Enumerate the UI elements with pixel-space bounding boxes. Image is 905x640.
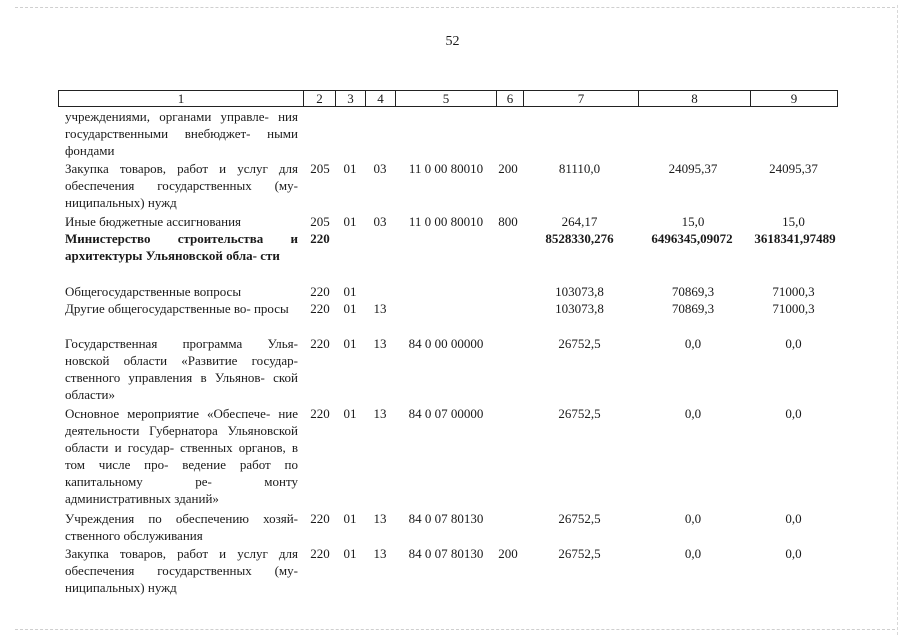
cell-col9: 3618341,97489 bbox=[754, 231, 836, 246]
cell-col3: 01 bbox=[343, 284, 357, 299]
scan-edge-right bbox=[897, 5, 898, 635]
header-col-8: 8 bbox=[638, 91, 750, 106]
cell-col6: 200 bbox=[498, 161, 518, 176]
cell-col2: 220 bbox=[310, 231, 330, 246]
cell-col4: 03 bbox=[373, 161, 387, 176]
scan-edge-bottom bbox=[15, 629, 895, 630]
cell-col4: 13 bbox=[373, 301, 387, 316]
header-col-3: 3 bbox=[335, 91, 365, 106]
cell-col8: 0,0 bbox=[684, 546, 702, 561]
cell-col6: 200 bbox=[498, 546, 518, 561]
cell-col9: 0,0 bbox=[785, 406, 802, 421]
cell-col8: 0,0 bbox=[684, 406, 702, 421]
cell-col4: 13 bbox=[373, 406, 387, 421]
cell-col3: 01 bbox=[343, 301, 357, 316]
table-header bbox=[58, 90, 838, 107]
cell-col5: 84 0 07 00000 bbox=[408, 406, 484, 421]
row-name: Государственная программа Улья- новской области «Развитие государ- ственного управления в Ульянов- ской области» bbox=[65, 336, 298, 402]
cell-col3: 01 bbox=[343, 511, 357, 526]
header-col-9: 9 bbox=[750, 91, 837, 106]
cell-col8: 70869,3 bbox=[671, 284, 715, 299]
cell-col8: 0,0 bbox=[684, 336, 702, 351]
row-name: Другие общегосударственные во- просы bbox=[65, 301, 289, 316]
cell-col7: 264,17 bbox=[561, 214, 598, 229]
cell-col5: 11 0 00 80010 bbox=[408, 214, 484, 229]
cell-col9: 15,0 bbox=[782, 214, 805, 229]
row-name: Иные бюджетные ассигнования bbox=[65, 214, 242, 229]
cell-col3: 01 bbox=[343, 336, 357, 351]
cell-col3: 01 bbox=[343, 406, 357, 421]
row-name: учреждениями, органами управле- ния государственными внебюджет- ными фондами bbox=[65, 109, 298, 158]
cell-col4: 13 bbox=[373, 336, 387, 351]
cell-col9: 71000,3 bbox=[772, 301, 815, 316]
cell-col5: 84 0 07 80130 bbox=[408, 511, 484, 526]
cell-col8: 15,0 bbox=[681, 214, 705, 229]
header-col-6: 6 bbox=[496, 91, 523, 106]
cell-col2: 220 bbox=[310, 301, 330, 316]
cell-col8: 24095,37 bbox=[668, 161, 718, 176]
cell-col6: 800 bbox=[498, 214, 518, 229]
cell-col2: 205 bbox=[310, 161, 330, 176]
cell-col8: 6496345,09072 bbox=[651, 231, 733, 246]
cell-col7: 103073,8 bbox=[555, 284, 604, 299]
header-col-2: 2 bbox=[303, 91, 335, 106]
cell-col2: 220 bbox=[310, 336, 330, 351]
cell-col8: 70869,3 bbox=[671, 301, 715, 316]
header-col-1: 1 bbox=[177, 91, 185, 106]
cell-col3: 01 bbox=[343, 214, 357, 229]
row-name: Министерство строительства и архитектуры Ульяновской обла- сти bbox=[65, 231, 298, 263]
row-name: Закупка товаров, работ и услуг для обеспечения государственных (му- ниципальных) нужд bbox=[65, 546, 298, 595]
row-name: Общегосударственные вопросы bbox=[65, 284, 242, 299]
cell-col2: 220 bbox=[310, 406, 330, 421]
row-name: Основное мероприятие «Обеспече- ние деятельности Губернатора Ульяновской области и государ- ственных органов, в том числе про- ведение работ по капитальному ре- монту административных зданий» bbox=[65, 406, 298, 506]
cell-col9: 0,0 bbox=[785, 546, 802, 561]
cell-col9: 0,0 bbox=[785, 336, 802, 351]
cell-col2: 220 bbox=[310, 546, 330, 561]
cell-col3: 01 bbox=[343, 161, 357, 176]
row-name: Закупка товаров, работ и услуг для обеспечения государственных (му- ниципальных) нужд bbox=[65, 161, 298, 210]
cell-col3: 01 bbox=[343, 546, 357, 561]
cell-col4: 03 bbox=[373, 214, 387, 229]
cell-col7: 26752,5 bbox=[558, 336, 601, 351]
cell-col5: 84 0 07 80130 bbox=[408, 546, 484, 561]
cell-col2: 205 bbox=[310, 214, 330, 229]
header-col-4: 4 bbox=[365, 91, 395, 106]
header-col-5: 5 bbox=[395, 91, 496, 106]
cell-col7: 8528330,276 bbox=[545, 231, 614, 246]
cell-col7: 103073,8 bbox=[555, 301, 604, 316]
cell-col9: 24095,37 bbox=[769, 161, 818, 176]
cell-col7: 26752,5 bbox=[558, 511, 601, 526]
cell-col2: 220 bbox=[310, 511, 330, 526]
row-name: Учреждения по обеспечению хозяй- ственного обслуживания bbox=[65, 511, 298, 543]
cell-col7: 81110,0 bbox=[558, 161, 601, 176]
cell-col7: 26752,5 bbox=[558, 546, 601, 561]
cell-col7: 26752,5 bbox=[558, 406, 601, 421]
cell-col8: 0,0 bbox=[684, 511, 702, 526]
cell-col2: 220 bbox=[310, 284, 330, 299]
cell-col5: 84 0 00 00000 bbox=[408, 336, 484, 351]
cell-col5: 11 0 00 80010 bbox=[408, 161, 484, 176]
cell-col4: 13 bbox=[373, 546, 387, 561]
page-number: 52 bbox=[445, 34, 460, 49]
cell-col9: 71000,3 bbox=[772, 284, 815, 299]
header-col-7: 7 bbox=[523, 91, 638, 106]
cell-col4: 13 bbox=[373, 511, 387, 526]
scan-edge-top bbox=[15, 7, 895, 8]
cell-col9: 0,0 bbox=[785, 511, 802, 526]
